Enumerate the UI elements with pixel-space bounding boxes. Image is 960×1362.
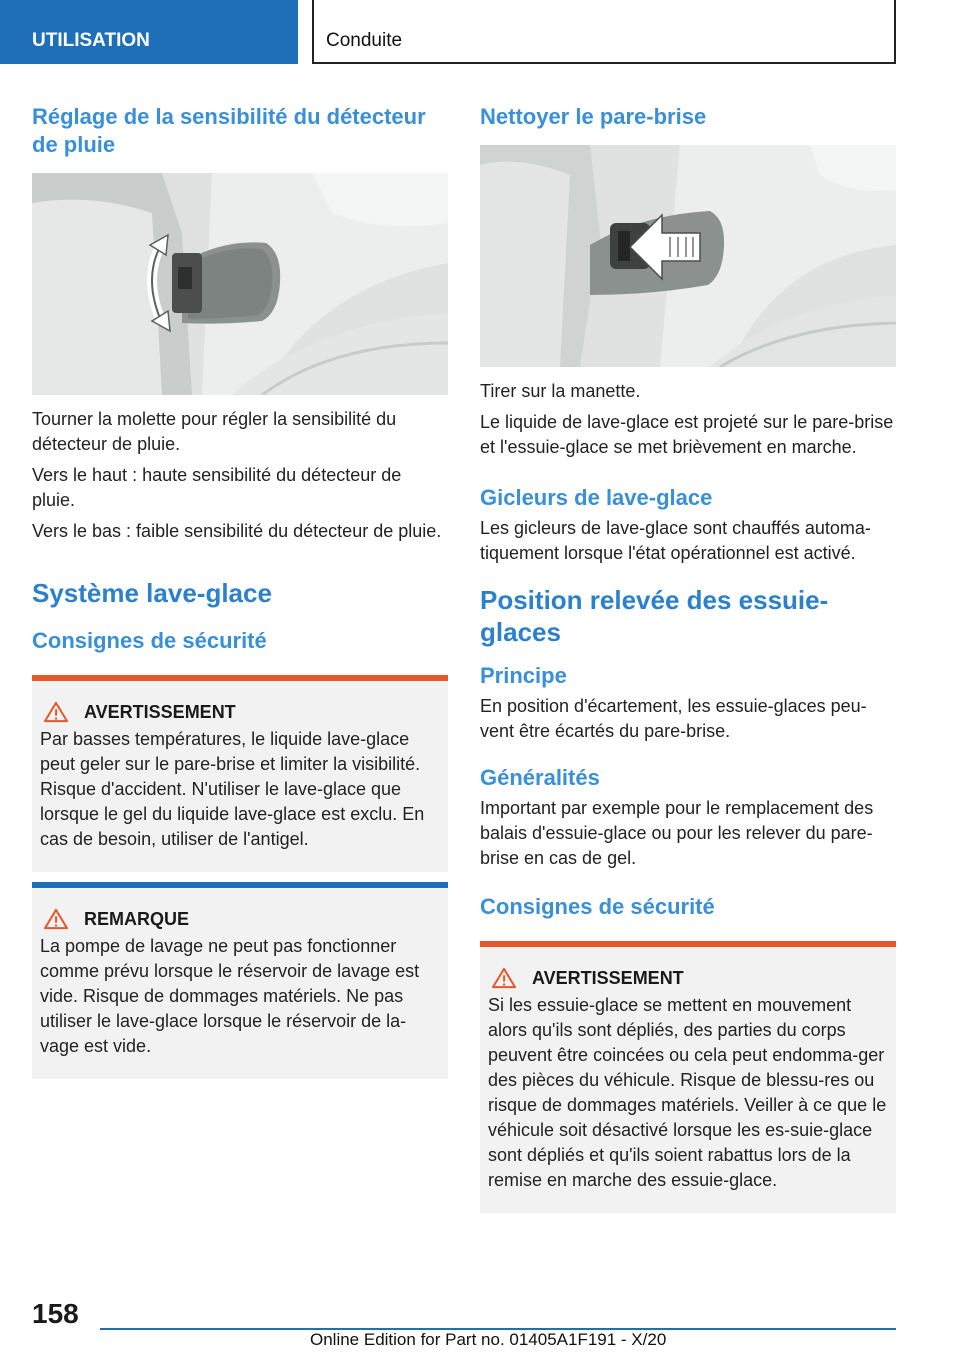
washer-system-heading: Système lave-glace — [32, 578, 272, 608]
principle-text: En position d'écartement, les essuie-glaces peu-vent être écartés du pare-brise. — [480, 696, 867, 741]
raised-safety-heading: Consignes de sécurité — [480, 894, 715, 919]
section-tab: UTILISATION — [0, 0, 298, 64]
clean-windshield-heading: Nettoyer le pare-brise — [480, 104, 707, 129]
sensitivity-heading: Réglage de la sensibilité du détecteur de pluie — [32, 104, 426, 157]
note-text: La pompe de lavage ne peut pas fonctionner comme prévu lorsque le réservoir de lavage est vide. Risque de dommages matériels. Ne pas utiliser le lave-glace lorsque le réservoir de la-vage est vide. — [40, 936, 420, 1056]
raised-warning-box — [480, 941, 896, 1213]
rain-sensor-dial-image — [32, 173, 448, 395]
page-footer — [0, 1290, 960, 1362]
washer-note-box — [32, 882, 448, 1079]
note-title — [42, 908, 440, 930]
warning-text: Par basses températures, le liquide lave-glace peut geler sur le pare-brise et limiter la visibilité. Risque d'accident. N'utiliser le lave-glace que lorsque le gel du liquide lave-glace est exclu. En cas de besoin, utiliser de l'antigel. — [40, 729, 425, 849]
washer-safety-heading: Consignes de sécurité — [32, 628, 267, 653]
note-label: REMARQUE — [84, 908, 190, 929]
wiper-lever-image — [480, 145, 896, 367]
edition-text: Online Edition for Part no. 01405A1F191 - X/20 — [310, 1330, 667, 1349]
left-column — [32, 100, 448, 1079]
page-header — [0, 0, 960, 66]
chapter-tab: Conduite — [312, 0, 896, 64]
raised-warning-text: Si les essuie-glace se mettent en mouvement alors qu'ils sont dépliés, des parties du corps peuvent être coincées ou cela peut endomma-ger des pièces du véhicule. Risque de blessu-res ou risque de dommages matériels. Veiller à ce que le véhicule soit désactivé lorsque les es-suie-glace sont dépliés et qu'ils soient rabattus lors de la remise en marche des essuie-glace. — [488, 995, 887, 1190]
right-column — [480, 100, 896, 1213]
sensitivity-text-2: Vers le haut : haute sensibilité du détecteur de pluie. — [32, 465, 402, 510]
clean-text-1: Tirer sur la manette. — [480, 381, 641, 401]
principle-heading: Principe — [480, 663, 567, 688]
raised-position-heading: Position relevée des essuie-glaces — [480, 585, 829, 647]
washer-warning-box — [32, 675, 448, 872]
warning-triangle-icon — [490, 967, 518, 989]
raised-warning-label: AVERTISSEMENT — [532, 967, 684, 988]
nozzles-heading: Gicleurs de lave-glace — [480, 485, 713, 510]
clean-text-2: Le liquide de lave-glace est projeté sur le pare-brise et l'essuie-glace se met brièvement en marche. — [480, 412, 894, 457]
notice-triangle-icon — [42, 908, 70, 930]
warning-triangle-icon — [42, 701, 70, 723]
raised-warning-title — [490, 967, 888, 989]
general-text: Important par exemple pour le remplacement des balais d'essuie-glace ou pour les relever du pare-brise en cas de gel. — [480, 798, 874, 868]
warning-title — [42, 701, 440, 723]
nozzles-text: Les gicleurs de lave-glace sont chauffés automa-tiquement lorsque l'état opérationnel est activé. — [480, 518, 871, 563]
warning-label: AVERTISSEMENT — [84, 701, 236, 722]
page-number: 158 — [32, 1298, 79, 1329]
general-heading: Généralités — [480, 765, 600, 790]
sensitivity-text-3: Vers le bas : faible sensibilité du détecteur de pluie. — [32, 521, 442, 541]
sensitivity-text-1: Tourner la molette pour régler la sensibilité du détecteur de pluie. — [32, 409, 397, 454]
